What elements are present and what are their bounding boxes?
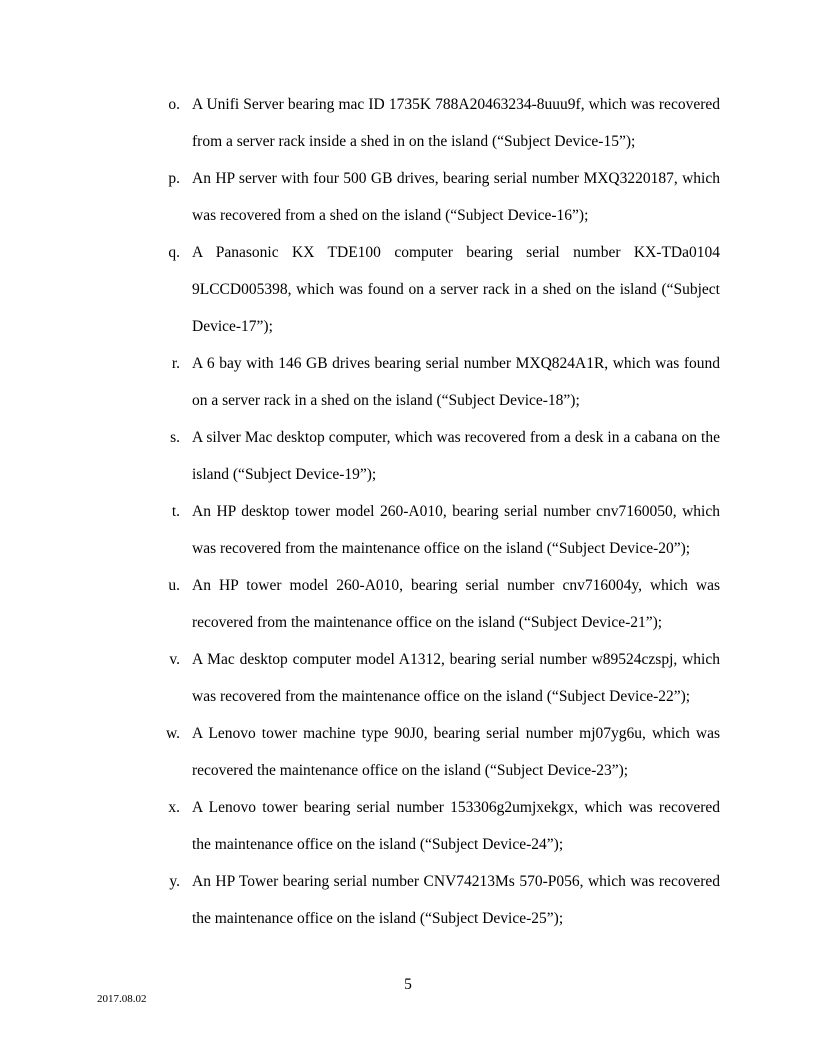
list-item [0,160,816,234]
list-marker: r. [171,355,180,372]
list-marker: p. [168,170,180,187]
list-item [0,715,816,789]
list-marker: o. [168,96,180,113]
list-item-text: A Mac desktop computer model A1312, bearing serial number w89524czspj, which was recovered from the maintenance office on the island (“Subject Device-22”); [192,651,720,705]
list-item-text: A 6 bay with 146 GB drives bearing serial number MXQ824A1R, which was found on a server rack in a shed on the island (“Subject Device-18”); [192,355,720,409]
list-marker: u. [168,577,180,594]
list-item [0,345,816,419]
list-item [0,567,816,641]
list-item [0,419,816,493]
list-item-text: A silver Mac desktop computer, which was recovered from a desk in a cabana on the island (“Subject Device-19”); [192,429,720,483]
list-item [0,493,816,567]
list-item [0,234,816,345]
document-date: 2017.08.02 [97,993,147,1005]
list-item [0,789,816,863]
list-item-text: An HP Tower bearing serial number CNV74213Ms 570-P056, which was recovered the maintenance office on the island (“Subject Device-25”); [192,873,720,927]
list-item-text: A Panasonic KX TDE100 computer bearing serial number KX-TDa0104 9LCCD005398, which was found on a server rack in a shed on the island (“Subject Device-17”); [192,244,720,335]
list-marker: s. [170,429,180,446]
list-marker: t. [171,503,180,520]
list-marker: x. [168,799,180,816]
list-item-text: A Unifi Server bearing mac ID 1735K 788A20463234-8uuu9f, which was recovered from a server rack inside a shed in on the island (“Subject Device-15”); [192,96,720,150]
list-item [0,641,816,715]
list-item-text: An HP server with four 500 GB drives, bearing serial number MXQ3220187, which was recovered from a shed on the island (“Subject Device-16”); [192,170,720,224]
page-number: 5 [404,976,412,993]
list-item-text: A Lenovo tower machine type 90J0, bearing serial number mj07yg6u, which was recovered the maintenance office on the island (“Subject Device-23”); [192,725,720,779]
device-list [0,86,816,937]
list-item [0,863,816,937]
list-item-text: An HP tower model 260-A010, bearing serial number cnv716004y, which was recovered from the maintenance office on the island (“Subject Device-21”); [192,577,720,631]
list-item-text: A Lenovo tower bearing serial number 153306g2umjxekgx, which was recovered the maintenance office on the island (“Subject Device-24”); [192,799,720,853]
list-marker: v. [169,651,180,668]
list-marker: y. [169,873,180,890]
list-item-text: An HP desktop tower model 260-A010, bearing serial number cnv7160050, which was recovered from the maintenance office on the island (“Subject Device-20”); [192,503,720,557]
list-marker: w. [165,725,180,742]
list-marker: q. [168,244,180,261]
list-item [0,86,816,160]
